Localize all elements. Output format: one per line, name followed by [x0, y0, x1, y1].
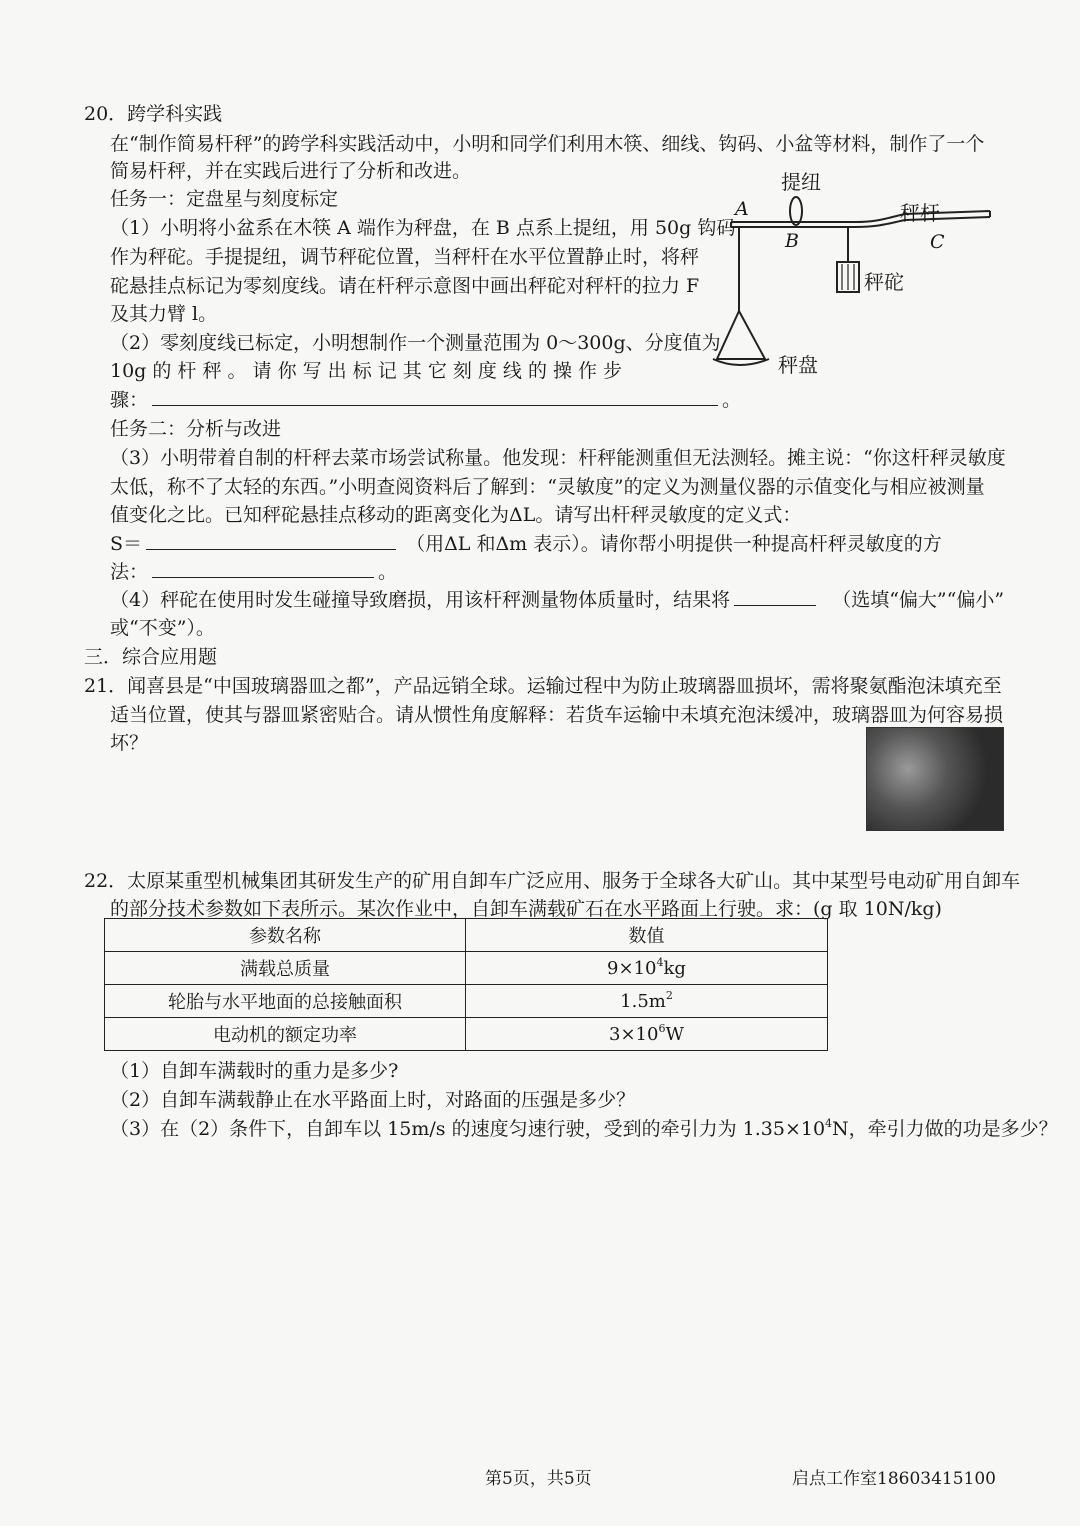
- table-header-row: [105, 919, 828, 952]
- q20-part3-line1: （3）小明带着自制的杆秤去菜市场尝试称量。他发现：杆秤能测重但无法测轻。摊主说：“你这杆秤灵敏度: [110, 447, 1006, 469]
- q22-sub2: （2）自卸车满载静止在水平路面上时，对路面的压强是多少？: [110, 1089, 636, 1111]
- q20-part4-text: （4）秤砣在使用时发生碰撞导致磨损，用该杆秤测量物体质量时，结果将: [110, 589, 731, 611]
- studio-contact: 启点工作室18603415100: [792, 1469, 996, 1489]
- page-number: 第5页，共5页: [485, 1469, 592, 1489]
- q20-part4-options: （选填“偏大”“偏小”: [832, 589, 1005, 611]
- q21-line2: 适当位置，使其与器皿紧密贴合。请从惯性角度解释：若货车运输中未填充泡沫缓冲，玻璃器皿为何容易损: [110, 704, 1004, 726]
- method-label: 法：: [110, 561, 149, 583]
- q20-part3-line2: 太低，称不了太轻的东西。”小明查阅资料后了解到：“灵敏度”的定义为测量仪器的示值变化与相应被测量: [110, 476, 985, 498]
- label-A: A: [735, 198, 749, 220]
- table-row: [105, 952, 828, 985]
- steelyard-diagram: [705, 165, 1005, 380]
- label-tizhi: 提纽: [781, 170, 821, 194]
- q20-part2-line2: 10g 的 杆 秤 。 请 你 写 出 标 记 其 它 刻 度 线 的 操 作 步: [110, 360, 623, 382]
- q20-intro-line1: 在“制作简易杆秤”的跨学科实践活动中，小明和同学们利用木筷、细线、钩码、小盆等材料，制作了一个: [110, 133, 985, 155]
- q21-line1: 21．闻喜县是“中国玻璃器皿之都”，产品远销全球。运输过程中为防止玻璃器皿损坏，需将聚氨酯泡沫填充至: [84, 675, 1002, 697]
- q21-line3: 坏？: [110, 732, 149, 754]
- q20-part3-end: 。: [378, 561, 398, 583]
- answer-blank-formula[interactable]: [146, 548, 396, 550]
- header-value: 数值: [466, 919, 828, 952]
- answer-blank-steps[interactable]: [152, 404, 718, 406]
- q20-title: 20．跨学科实践: [84, 103, 223, 125]
- answer-blank-result[interactable]: [734, 604, 816, 606]
- table-row: [105, 985, 828, 1018]
- q20-part4-line2: 或“不变”）。: [110, 617, 215, 639]
- q20-part2-end: 。: [722, 389, 742, 411]
- label-chenggan: 秤杆: [900, 201, 940, 225]
- q20-part4-line1: [110, 585, 1004, 612]
- q20-part3-line3: 值变化之比。已知秤砣悬挂点移动的距离变化为ΔL。请写出杆秤灵敏度的定义式：: [110, 504, 802, 526]
- label-chengtuo: 秤砣: [864, 270, 904, 294]
- section3-heading: 三．综合应用题: [84, 646, 218, 668]
- label-B: B: [785, 230, 799, 252]
- header-name: 参数名称: [105, 919, 466, 952]
- q20-part2-label: 骤：: [110, 389, 149, 411]
- q20-part3-line4: [110, 529, 942, 556]
- parameter-table: [104, 918, 828, 1051]
- task1-heading: 任务一：定盘星与刻度标定: [110, 188, 339, 210]
- param-name: 满载总质量: [105, 952, 466, 985]
- q20-part1-line3: 砣悬挂点标记为零刻度线。请在杆秤示意图中画出秤砣对秤杆的拉力 F: [110, 275, 700, 297]
- q20-part1-line4: 及其力臂 l。: [110, 303, 218, 325]
- param-value: $9\times 10^4kg$: [466, 952, 828, 985]
- glassware-photo: [866, 727, 1004, 831]
- q22-sub1: （1）自卸车满载时的重力是多少?: [110, 1060, 399, 1082]
- q20-part1-line2: 作为秤砣。手提提纽，调节秤砣位置，当秤杆在水平位置静止时，将秤: [110, 246, 700, 268]
- param-value: $1.5m^2$: [466, 985, 828, 1018]
- q20-part1-line1: （1）小明将小盆系在木筷 A 端作为秤盘，在 B 点系上提纽，用 50g 钩码: [110, 217, 736, 239]
- q20-part2-line1: （2）零刻度线已标定，小明想制作一个测量范围为 0～300g、分度值为: [110, 332, 721, 354]
- label-chengpan: 秤盘: [778, 353, 818, 377]
- q22-line2: 的部分技术参数如下表所示。某次作业中，自卸车满载矿石在水平路面上行驶。求：(g 取 10N/kg): [110, 898, 942, 920]
- label-C: C: [930, 231, 945, 253]
- q20-part3-line5: [110, 557, 397, 584]
- param-name: 电动机的额定功率: [105, 1018, 466, 1051]
- param-name: 轮胎与水平地面的总接触面积: [105, 985, 466, 1018]
- q20-part2-line3: [110, 385, 741, 412]
- answer-blank-method[interactable]: [152, 576, 374, 578]
- q22-line1: 22．太原某重型机械集团其研发生产的矿用自卸车广泛应用、服务于全球各大矿山。其中某型号电动矿用自卸车: [84, 870, 1021, 892]
- q20-intro-line2: 简易杆秤，并在实践后进行了分析和改进。: [110, 160, 472, 182]
- formula-label: S＝: [110, 533, 143, 555]
- task2-heading: 任务二：分析与改进: [110, 418, 282, 440]
- q22-sub3: （3）在（2）条件下，自卸车以 15m/s 的速度匀速行驶，受到的牵引力为 $1.35\times 10^4N$，牵引力做的功是多少？: [110, 1117, 1058, 1140]
- q20-part3-hint: （用ΔL 和Δm 表示）。请你帮小明提供一种提高杆秤灵敏度的方: [406, 533, 942, 555]
- table-row: [105, 1018, 828, 1051]
- param-value: $3\times 10^6W$: [466, 1018, 828, 1051]
